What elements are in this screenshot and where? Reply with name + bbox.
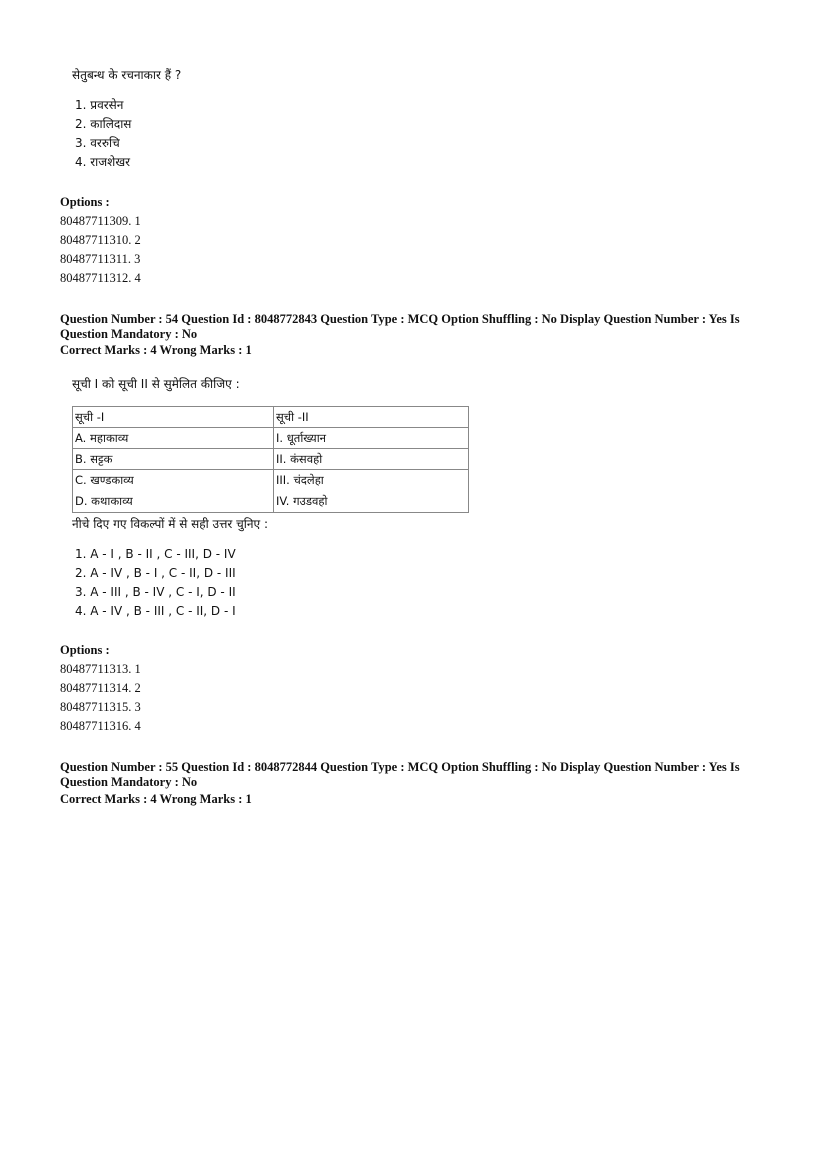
options-heading: Options : [60,643,110,657]
table-cell [274,470,469,513]
answer-choice: 4. राजशेखर [75,155,131,169]
table-header-cell: सूची -I [73,407,274,428]
option-id: 80487711311. 3 [60,252,141,266]
table-cell: I. धूर्ताख्यान [274,428,469,449]
answer-choice: 4. A - IV , B - III , C - II, D - I [75,604,236,618]
match-table [72,406,469,513]
question-meta: Question Number : 54 Question Id : 8048772843 Question Type : MCQ Option Shuffling : No Display Question Number : Yes Is Question Mandatory : No [60,312,740,341]
option-id-list [60,212,141,288]
table-cell-line: III. चंदलेहा [276,473,324,487]
option-id: 80487711313. 1 [60,662,141,676]
answer-choices [75,96,131,172]
table-header-row [73,407,469,428]
answer-choice: 2. कालिदास [75,117,132,131]
table-row [73,470,469,513]
table-cell-line: C. खण्डकाव्य [75,473,134,487]
option-id: 80487711316. 4 [60,719,141,733]
option-id: 80487711310. 2 [60,233,141,247]
option-id: 80487711314. 2 [60,681,141,695]
question-marks: Correct Marks : 4 Wrong Marks : 1 [60,343,252,357]
question-text: सूची I को सूची II से सुमेलित कीजिए : [72,377,240,391]
question-text: सेतुबन्ध के रचनाकार हैं ? [72,68,182,82]
table-cell-line: IV. गउडवहो [276,494,328,508]
table-row [73,449,469,470]
option-id: 80487711315. 3 [60,700,141,714]
option-id-list [60,660,141,736]
answer-choice: 3. A - III , B - IV , C - I, D - II [75,585,236,599]
answer-choice: 1. A - I , B - II , C - III, D - IV [75,547,236,561]
option-id: 80487711309. 1 [60,214,141,228]
table-header-cell: सूची -II [274,407,469,428]
table-row [73,428,469,449]
table-cell: II. कंसवहो [274,449,469,470]
instruction-text: नीचे दिए गए विकल्पों में से सही उत्तर चुनिए : [72,517,269,531]
question-marks: Correct Marks : 4 Wrong Marks : 1 [60,792,252,806]
table-cell [73,470,274,513]
options-heading: Options : [60,195,110,209]
answer-choice: 2. A - IV , B - I , C - II, D - III [75,566,236,580]
question-meta: Question Number : 55 Question Id : 8048772844 Question Type : MCQ Option Shuffling : No Display Question Number : Yes Is Question Mandatory : No [60,760,740,789]
answer-choice: 3. वररुचि [75,136,120,150]
table-cell: B. सट्टक [73,449,274,470]
table-cell: A. महाकाव्य [73,428,274,449]
answer-choice: 1. प्रवरसेन [75,98,124,112]
answer-choices [75,545,236,621]
table-cell-line: D. कथाकाव्य [75,494,133,508]
option-id: 80487711312. 4 [60,271,141,285]
